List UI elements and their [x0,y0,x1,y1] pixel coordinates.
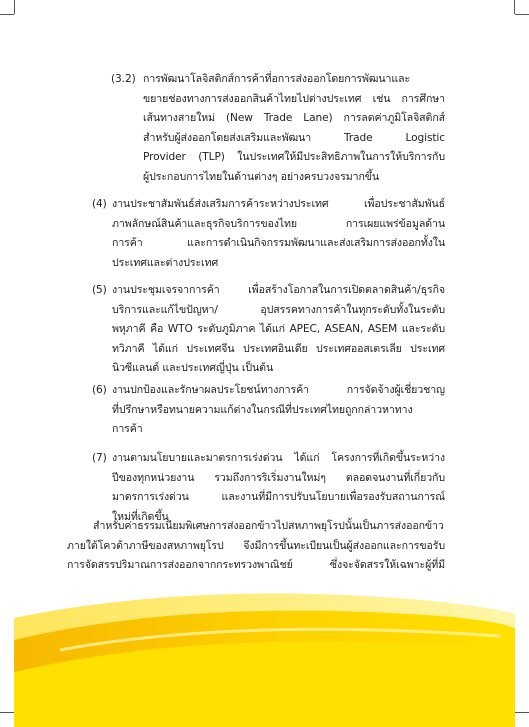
text-line: ที่ปรึกษาหรือทนายความแก้ต่างในกรณีที่ประเทศไทยถูกกล่าวหาทาง [112,403,413,416]
text-line: ทวิภาคี ได้แก่ ประเทศจีน ประเทศอินเดีย ประเทศออสเตรเลีย ประเทศ [112,342,445,355]
text-line: Provider (TLP) ในประเทศให้มีประสิทธิภาพในการให้บริการกับ [143,151,445,164]
item-number: (5) [92,284,107,296]
crop-mark [515,712,529,713]
item-text [143,70,445,188]
item-text [112,195,445,273]
item-number: (3.2) [111,73,136,85]
text-line: งานประชุมเจรจาการค้า เพื่อสร้างโอกาสในการเปิดตลาดสินค้า/ธุรกิจ [112,284,445,296]
item-number: (7) [92,452,107,464]
list-item-6 [92,381,445,440]
text-line: ภายใต้โควต้าภาษีของสหภาพยุโรป จึงมีการขึ้นทะเบียนเป็นผู้ส่งออกและการขอรับ [67,539,445,552]
closing-paragraph [67,517,445,576]
list-item-7 [92,449,445,527]
text-line: งานตามนโยบายและมาตรการเร่งด่วน ได้แก่ โครงการที่เกิดขึ้นระหว่าง [112,452,445,464]
text-line: เส้นทางสายใหม่ (New Trade Lane) การลดค่าภูมิโลจิสติกส์ [143,112,445,125]
crop-mark [14,713,15,727]
text-line: ปีของทุกหน่วยงาน รวมถึงการริเริ่มงานใหม่ๆ ตลอดจนงานที่เกี่ยวกับ [112,471,445,484]
text-line: บริการและแก้ไขปัญหา/ อุปสรรคทางการค้าในทุกระดับทั้งในระดับ [112,303,445,316]
text-line: ขยายช่องทางการส่งออกสินค้าไทยไปต่างประเทศ เช่น การศึกษา [143,92,445,105]
text-line: ภาพลักษณ์สินค้าและธุรกิจบริการของไทย การเผยแพร่ข้อมูลด้าน [112,217,445,230]
text-line: ใหม่ที่เกิดขึ้น [112,510,169,523]
text-line: งานปกป้องและรักษาผลประโยชน์ทางการค้า การจัดจ้างผู้เชี่ยวชาญ [112,384,445,396]
text-line: การค้า [112,423,143,436]
swoosh-pale [14,594,515,727]
text-line: นิวซีแลนด์ และประเทศญี่ปุ่น เป็นต้น [112,362,274,375]
list-item-4 [92,195,445,273]
swoosh-gold [14,611,515,727]
swoosh-highlight [60,629,500,650]
text-line: งานประชาสัมพันธ์ส่งเสริมการค้าระหว่างประเทศ เพื่อประชาสัมพันธ์ [112,198,445,210]
text-line: การพัฒนาโลจิสติกส์การค้าที่อการส่งออกโดยการพัฒนาและ [143,73,411,85]
item-number: (4) [92,198,107,210]
text-line: มาตรการเร่งด่วน และงานที่มีการปรับนโยบายเพื่อรองรับสถานการณ์ [112,491,445,504]
item-number: (6) [92,384,107,396]
list-item-5 [92,281,445,379]
text-line: พหุภาคี คือ WTO ระดับภูมิภาค ได้แก่ APEC, ASEAN, ASEM และระดับ [112,323,445,336]
text-line: สำหรับค่าธรรมเนียมพิเศษการส่งออกข้าวไปสหภาพยุโรปนั้นเป็นภารส่งออกข้าว [93,520,444,532]
text-line: ประเทศและต่างประเทศ [112,256,219,269]
swoosh-bright [14,641,515,727]
item-text [112,449,445,527]
text-line: การจัดสรรปริมาณการส่งออกจากกระทรวงพาณิชย์ ซึ่งจะจัดสรรให้เฉพาะผู้ที่มี [67,559,445,572]
crop-mark [514,713,515,727]
text-line: การค้า และการดำเนินกิจกรรมพัฒนาและส่งเสริมการส่งออกทั้งใน [112,237,445,250]
crop-mark [0,712,14,713]
list-item-3-2 [111,70,445,188]
item-text [112,281,445,379]
text-line: ผู้ประกอบการไทยในด้านต่างๆ อย่างครบวงจรมากขึ้น [143,170,380,183]
item-text [112,381,445,440]
text-line: สำหรับผู้ส่งออกโดยส่งเสริมและพัฒนา Trade Logistic [143,131,445,144]
